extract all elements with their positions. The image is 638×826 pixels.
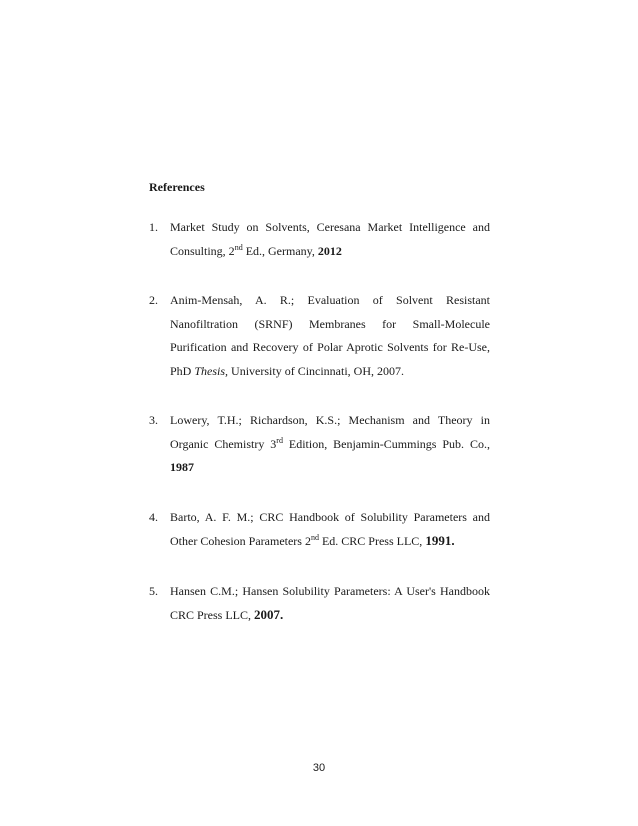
reference-item-5 — [149, 580, 490, 628]
reference-list — [149, 216, 490, 654]
reference-number: 2. — [149, 293, 158, 307]
references-heading: References — [149, 180, 205, 194]
reference-year: 2007. — [254, 607, 284, 622]
ordinal-superscript: nd — [234, 242, 243, 252]
reference-text: Barto, A. F. M.; CRC Handbook of Solubility Parameters and Other Cohesion Parameters 2 — [170, 509, 490, 548]
reference-text: Edition, Benjamin-Cummings Pub. Co., — [282, 436, 490, 451]
reference-text: University of Cincinnati, OH, 2007. — [228, 363, 405, 378]
reference-year: 1991. — [425, 533, 455, 548]
reference-text: Hansen C.M.; Hansen Solubility Parameters: A User's Handbook CRC Press LLC, — [170, 583, 490, 622]
reference-item-1 — [149, 216, 490, 263]
reference-italic-text: Thesis, — [194, 363, 229, 378]
reference-item-4 — [149, 506, 490, 554]
reference-number: 1. — [149, 220, 158, 234]
ordinal-superscript: rd — [276, 435, 283, 445]
reference-text: Anim-Mensah, A. R.; Evaluation of Solvent Resistant Nanofiltration (SRNF) Membranes for Small-Molecule Purification and Recovery of Polar Aprotic Solvents for Re-Use, PhD — [170, 293, 490, 378]
reference-number: 4. — [149, 509, 158, 524]
reference-text: Ed. CRC Press LLC, — [318, 534, 426, 548]
reference-year: 1987 — [170, 460, 194, 474]
reference-text: Ed., Germany, — [242, 243, 318, 258]
reference-text: Market Study on Solvents, Ceresana Market Intelligence and Consulting, 2 — [170, 220, 490, 258]
reference-number: 3. — [149, 413, 158, 427]
reference-item-3 — [149, 409, 490, 480]
reference-text: Lowery, T.H.; Richardson, K.S.; Mechanism and Theory in Organic Chemistry 3 — [170, 413, 490, 451]
reference-item-2 — [149, 289, 490, 383]
page-number: 30 — [312, 762, 326, 774]
reference-year: 2012 — [317, 243, 342, 258]
reference-number: 5. — [149, 583, 158, 598]
ordinal-superscript: nd — [310, 533, 319, 542]
